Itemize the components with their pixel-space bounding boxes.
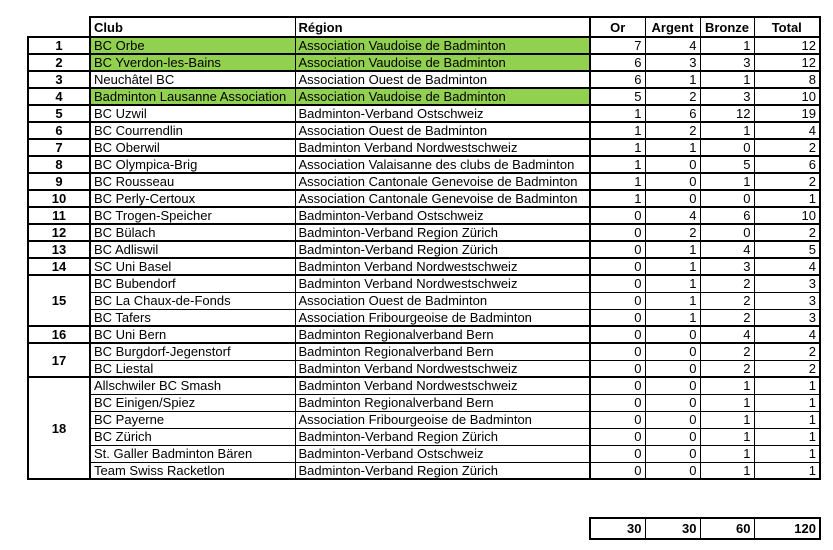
silver-cell: 1	[645, 139, 700, 156]
gold-cell: 0	[590, 377, 645, 394]
table-row	[28, 207, 820, 224]
rank-cell: 4	[28, 88, 90, 105]
silver-cell: 0	[645, 445, 700, 462]
total-cell: 1	[754, 462, 820, 479]
gold-cell: 0	[590, 360, 645, 377]
rank-cell: 14	[28, 258, 90, 275]
total-cell: 10	[754, 88, 820, 105]
table-row	[28, 462, 820, 479]
silver-cell: 0	[645, 462, 700, 479]
table-row	[28, 343, 820, 360]
gold-cell: 0	[590, 309, 645, 326]
gold-cell: 0	[590, 428, 645, 445]
gold-cell: 0	[590, 343, 645, 360]
club-cell: BC Rousseau	[90, 173, 295, 190]
total-cell: 5	[754, 241, 820, 258]
rank-cell: 17	[28, 343, 90, 377]
region-cell: Badminton Verband Nordwestschweiz	[295, 139, 590, 156]
table-row	[28, 190, 820, 207]
club-cell: Neuchâtel BC	[90, 71, 295, 88]
total-cell: 1	[754, 445, 820, 462]
club-cell: BC Trogen-Speicher	[90, 207, 295, 224]
total-cell: 2	[754, 139, 820, 156]
header-gold: Or	[590, 17, 645, 37]
club-cell: BC Uni Bern	[90, 326, 295, 343]
club-cell: BC Tafers	[90, 309, 295, 326]
silver-cell: 1	[645, 292, 700, 309]
bronze-cell: 1	[700, 411, 754, 428]
region-cell: Association Ouest de Badminton	[295, 122, 590, 139]
header-region: Région	[295, 17, 590, 37]
club-cell: BC Bülach	[90, 224, 295, 241]
total-cell: 1	[754, 394, 820, 411]
rank-cell: 2	[28, 54, 90, 71]
rank-cell: 10	[28, 190, 90, 207]
silver-cell: 0	[645, 173, 700, 190]
bronze-cell: 3	[700, 88, 754, 105]
club-cell: BC Adliswil	[90, 241, 295, 258]
total-cell: 4	[754, 326, 820, 343]
region-cell: Badminton-Verband Ostschweiz	[295, 445, 590, 462]
ranking-table-wrapper	[27, 16, 821, 480]
header-bronze: Bronze	[700, 17, 754, 37]
table-row	[28, 54, 820, 71]
gold-cell: 1	[590, 139, 645, 156]
region-cell: Badminton-Verband Region Zürich	[295, 224, 590, 241]
club-cell: BC La Chaux-de-Fonds	[90, 292, 295, 309]
region-cell: Association Cantonale Genevoise de Badminton	[295, 190, 590, 207]
gold-cell: 0	[590, 394, 645, 411]
gold-cell: 5	[590, 88, 645, 105]
bronze-cell: 4	[700, 326, 754, 343]
gold-cell: 0	[590, 411, 645, 428]
total-cell: 2	[754, 224, 820, 241]
total-cell: 3	[754, 292, 820, 309]
rank-cell: 8	[28, 156, 90, 173]
silver-cell: 0	[645, 394, 700, 411]
total-cell: 4	[754, 258, 820, 275]
silver-cell: 0	[645, 156, 700, 173]
club-cell: BC Orbe	[90, 37, 295, 54]
table-row	[28, 71, 820, 88]
bronze-cell: 1	[700, 71, 754, 88]
total-cell: 12	[754, 54, 820, 71]
bronze-cell: 12	[700, 105, 754, 122]
region-cell: Badminton Verband Nordwestschweiz	[295, 258, 590, 275]
table-row	[28, 122, 820, 139]
silver-cell: 0	[645, 190, 700, 207]
club-ranking-table	[27, 16, 821, 480]
silver-cell: 0	[645, 326, 700, 343]
region-cell: Badminton-Verband Region Zürich	[295, 428, 590, 445]
table-row	[28, 156, 820, 173]
gold-cell: 1	[590, 105, 645, 122]
table-row	[28, 394, 820, 411]
club-cell: BC Perly-Certoux	[90, 190, 295, 207]
table-row	[28, 105, 820, 122]
region-cell: Badminton-Verband Ostschweiz	[295, 105, 590, 122]
region-cell: Association Fribourgeoise de Badminton	[295, 309, 590, 326]
bronze-cell: 1	[700, 445, 754, 462]
bronze-cell: 1	[700, 428, 754, 445]
silver-cell: 1	[645, 258, 700, 275]
table-row	[28, 445, 820, 462]
silver-cell: 4	[645, 37, 700, 54]
silver-cell: 2	[645, 88, 700, 105]
gold-cell: 0	[590, 445, 645, 462]
bronze-cell: 1	[700, 122, 754, 139]
total-cell: 1	[754, 411, 820, 428]
gold-cell: 6	[590, 71, 645, 88]
region-cell: Badminton-Verband Ostschweiz	[295, 207, 590, 224]
gold-cell: 0	[590, 462, 645, 479]
table-row	[28, 309, 820, 326]
total-cell: 19	[754, 105, 820, 122]
club-cell: BC Olympica-Brig	[90, 156, 295, 173]
table-row	[28, 241, 820, 258]
header-row	[28, 17, 820, 37]
rank-cell: 9	[28, 173, 90, 190]
gold-cell: 6	[590, 54, 645, 71]
table-row	[28, 275, 820, 292]
region-cell: Association Vaudoise de Badminton	[295, 88, 590, 105]
bronze-cell: 4	[700, 241, 754, 258]
bronze-cell: 0	[700, 190, 754, 207]
total-cell: 10	[754, 207, 820, 224]
bronze-cell: 3	[700, 54, 754, 71]
gold-cell: 7	[590, 37, 645, 54]
totals-row	[589, 517, 821, 540]
total-cell: 1	[754, 190, 820, 207]
club-cell: BC Uzwil	[90, 105, 295, 122]
club-cell: BC Bubendorf	[90, 275, 295, 292]
total-cell: 12	[754, 37, 820, 54]
club-cell: Team Swiss Racketlon	[90, 462, 295, 479]
table-row	[28, 37, 820, 54]
region-cell: Badminton Regionalverband Bern	[295, 326, 590, 343]
bronze-cell: 2	[700, 360, 754, 377]
silver-cell: 1	[645, 309, 700, 326]
table-row	[28, 326, 820, 343]
gold-cell: 0	[590, 258, 645, 275]
silver-cell: 2	[645, 122, 700, 139]
club-cell: BC Burgdorf-Jegenstorf	[90, 343, 295, 360]
total-cell: 8	[754, 71, 820, 88]
table-row	[28, 411, 820, 428]
header-total: Total	[754, 17, 820, 37]
total-cell: 1	[754, 377, 820, 394]
rank-cell: 3	[28, 71, 90, 88]
region-cell: Association Vaudoise de Badminton	[295, 37, 590, 54]
region-cell: Association Ouest de Badminton	[295, 71, 590, 88]
club-cell: BC Courrendlin	[90, 122, 295, 139]
rank-cell: 6	[28, 122, 90, 139]
silver-cell: 3	[645, 54, 700, 71]
table-row	[28, 428, 820, 445]
silver-cell: 1	[645, 241, 700, 258]
club-cell: BC Zürich	[90, 428, 295, 445]
bronze-cell: 3	[700, 258, 754, 275]
totals-bronze-cell: 60	[700, 518, 754, 539]
club-cell: BC Oberwil	[90, 139, 295, 156]
bronze-cell: 2	[700, 275, 754, 292]
header-silver: Argent	[645, 17, 700, 37]
gold-cell: 0	[590, 207, 645, 224]
region-cell: Badminton Verband Nordwestschweiz	[295, 275, 590, 292]
bronze-cell: 2	[700, 292, 754, 309]
totals-gold-cell: 30	[590, 518, 645, 539]
region-cell: Association Vaudoise de Badminton	[295, 54, 590, 71]
total-cell: 3	[754, 275, 820, 292]
bronze-cell: 6	[700, 207, 754, 224]
gold-cell: 1	[590, 190, 645, 207]
gold-cell: 1	[590, 156, 645, 173]
club-cell: St. Galler Badminton Bären	[90, 445, 295, 462]
silver-cell: 0	[645, 411, 700, 428]
region-cell: Badminton-Verband Region Zürich	[295, 241, 590, 258]
rank-cell: 5	[28, 105, 90, 122]
table-row	[28, 360, 820, 377]
gold-cell: 1	[590, 173, 645, 190]
total-cell: 2	[754, 173, 820, 190]
header-club: Club	[90, 17, 295, 37]
bronze-cell: 5	[700, 156, 754, 173]
total-cell: 6	[754, 156, 820, 173]
rank-cell: 16	[28, 326, 90, 343]
region-cell: Badminton Regionalverband Bern	[295, 394, 590, 411]
table-row	[28, 377, 820, 394]
gold-cell: 0	[590, 292, 645, 309]
rank-cell: 1	[28, 37, 90, 54]
bronze-cell: 1	[700, 394, 754, 411]
silver-cell: 0	[645, 428, 700, 445]
bronze-cell: 1	[700, 377, 754, 394]
club-cell: BC Einigen/Spiez	[90, 394, 295, 411]
totals-total-cell: 120	[754, 518, 820, 539]
bronze-cell: 1	[700, 462, 754, 479]
total-cell: 4	[754, 122, 820, 139]
total-cell: 2	[754, 343, 820, 360]
gold-cell: 0	[590, 275, 645, 292]
gold-cell: 1	[590, 122, 645, 139]
totals-silver-cell: 30	[645, 518, 700, 539]
silver-cell: 1	[645, 71, 700, 88]
rank-cell: 13	[28, 241, 90, 258]
region-cell: Badminton-Verband Region Zürich	[295, 462, 590, 479]
gold-cell: 0	[590, 224, 645, 241]
silver-cell: 2	[645, 224, 700, 241]
rank-cell: 12	[28, 224, 90, 241]
table-row	[28, 258, 820, 275]
bronze-cell: 1	[700, 173, 754, 190]
totals-row-wrapper	[589, 517, 821, 540]
table-row	[28, 88, 820, 105]
bronze-cell: 2	[700, 309, 754, 326]
club-cell: Badminton Lausanne Association	[90, 88, 295, 105]
total-cell: 1	[754, 428, 820, 445]
silver-cell: 6	[645, 105, 700, 122]
region-cell: Association Fribourgeoise de Badminton	[295, 411, 590, 428]
club-cell: Allschwiler BC Smash	[90, 377, 295, 394]
rank-cell: 18	[28, 377, 90, 479]
region-cell: Association Valaisanne des clubs de Badminton	[295, 156, 590, 173]
table-row	[28, 224, 820, 241]
bronze-cell: 1	[700, 37, 754, 54]
club-cell: BC Liestal	[90, 360, 295, 377]
silver-cell: 0	[645, 343, 700, 360]
total-cell: 2	[754, 360, 820, 377]
silver-cell: 4	[645, 207, 700, 224]
region-cell: Association Ouest de Badminton	[295, 292, 590, 309]
silver-cell: 1	[645, 275, 700, 292]
region-cell: Association Cantonale Genevoise de Badminton	[295, 173, 590, 190]
silver-cell: 0	[645, 360, 700, 377]
table-row	[28, 173, 820, 190]
rank-cell: 15	[28, 275, 90, 326]
silver-cell: 0	[645, 377, 700, 394]
region-cell: Badminton Regionalverband Bern	[295, 343, 590, 360]
table-row	[28, 139, 820, 156]
rank-cell: 11	[28, 207, 90, 224]
gold-cell: 0	[590, 326, 645, 343]
bronze-cell: 0	[700, 224, 754, 241]
region-cell: Badminton Verband Nordwestschweiz	[295, 377, 590, 394]
gold-cell: 0	[590, 241, 645, 258]
table-row	[28, 292, 820, 309]
region-cell: Badminton Verband Nordwestschweiz	[295, 360, 590, 377]
club-cell: SC Uni Basel	[90, 258, 295, 275]
bronze-cell: 0	[700, 139, 754, 156]
club-cell: BC Yverdon-les-Bains	[90, 54, 295, 71]
total-cell: 3	[754, 309, 820, 326]
bronze-cell: 2	[700, 343, 754, 360]
rank-cell: 7	[28, 139, 90, 156]
club-cell: BC Payerne	[90, 411, 295, 428]
corner-cell	[28, 17, 90, 37]
